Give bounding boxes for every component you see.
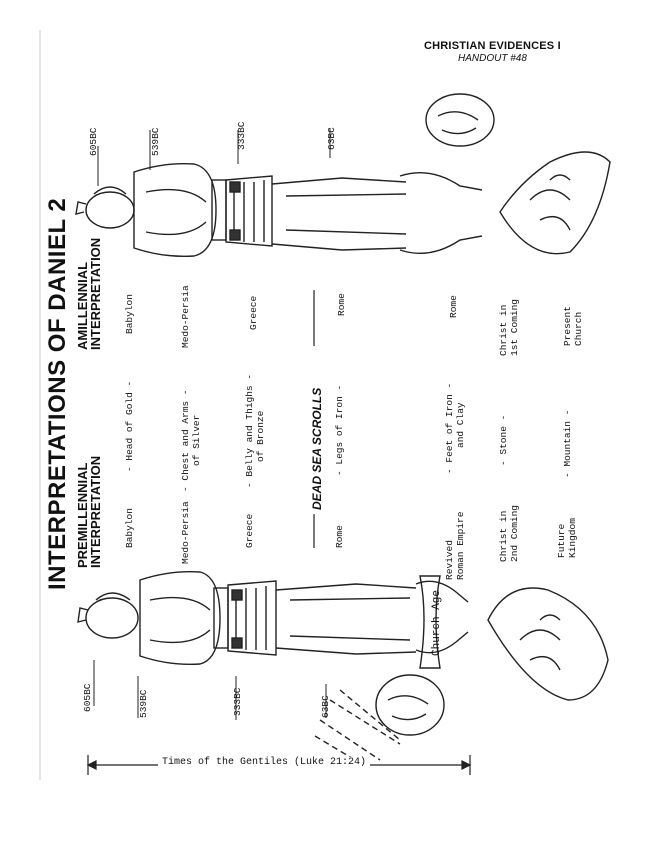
- pre-kingdom-medo-persia: Medo-Persia: [180, 501, 191, 564]
- church-age-label: Church Age: [431, 589, 443, 656]
- course-title: CHRISTIAN EVIDENCES I: [424, 40, 561, 52]
- part-stone: - Stone -: [498, 414, 509, 466]
- amil-kingdom-rome-2: Rome: [448, 295, 459, 318]
- pre-kingdom-revived-roman: Revived Roman Empire: [444, 511, 466, 580]
- pre-year-63bc: 63BC: [320, 695, 331, 718]
- timeline-label: Times of the Gentiles (Luke 21:24): [158, 757, 370, 768]
- amil-kingdom-medo-persia: Medo-Persia: [180, 285, 191, 348]
- part-head-of-gold: - Head of Gold -: [124, 380, 135, 472]
- amil-kingdom-babylon: Babylon: [124, 294, 135, 334]
- stone-left-drawing: [315, 675, 444, 760]
- part-chest-arms: - Chest and Arms - of Silver: [180, 389, 202, 492]
- pre-year-539bc: 539BC: [138, 689, 149, 718]
- statue-right-drawing: [76, 164, 482, 257]
- part-mountain: - Mountain -: [562, 409, 573, 478]
- mountain-left-drawing: [488, 588, 608, 700]
- amil-kingdom-present-church: Present Church: [562, 306, 584, 346]
- statue-left-drawing: [78, 572, 468, 665]
- pre-year-605bc: 605BC: [82, 683, 93, 712]
- amil-year-63bc: 63BC: [326, 127, 337, 150]
- dead-sea-scrolls-label: DEAD SEA SCROLLS: [310, 387, 324, 510]
- amil-year-539bc: 539BC: [150, 127, 161, 156]
- pre-kingdom-rome: Rome: [334, 525, 345, 548]
- amil-year-605bc: 605BC: [88, 127, 99, 156]
- part-legs-of-iron: - Legs of Iron -: [334, 384, 345, 476]
- pre-kingdom-christ-2nd: Christ in 2nd Coming: [498, 504, 520, 562]
- part-feet-iron-clay: - Feet of Iron - and Clay: [444, 382, 466, 474]
- amil-kingdom-greece: Greece: [248, 295, 259, 330]
- amil-kingdom-christ-1st: Christ in 1st Coming: [498, 298, 520, 356]
- pre-kingdom-babylon: Babylon: [124, 508, 135, 548]
- pre-year-333bc: 333BC: [232, 687, 243, 716]
- amil-kingdom-rome-1: Rome: [336, 293, 347, 316]
- pre-kingdom-greece: Greece: [244, 513, 255, 548]
- amil-year-333bc: 333BC: [236, 121, 247, 150]
- page-title: INTERPRETATIONS OF DANIEL 2: [44, 197, 71, 590]
- mountain-right-drawing: [500, 152, 610, 254]
- stone-right-drawing: [426, 94, 494, 146]
- part-belly-thighs: - Belly and Thighs - of Bronze: [244, 373, 266, 488]
- pre-kingdom-future: Future Kingdom: [556, 518, 578, 558]
- premillennial-heading: PREMILLENNIAL INTERPRETATION: [75, 455, 103, 568]
- handout-number: HANDOUT #48: [458, 53, 527, 64]
- amillennial-heading: AMILLENNIAL INTERPRETATION: [75, 237, 103, 350]
